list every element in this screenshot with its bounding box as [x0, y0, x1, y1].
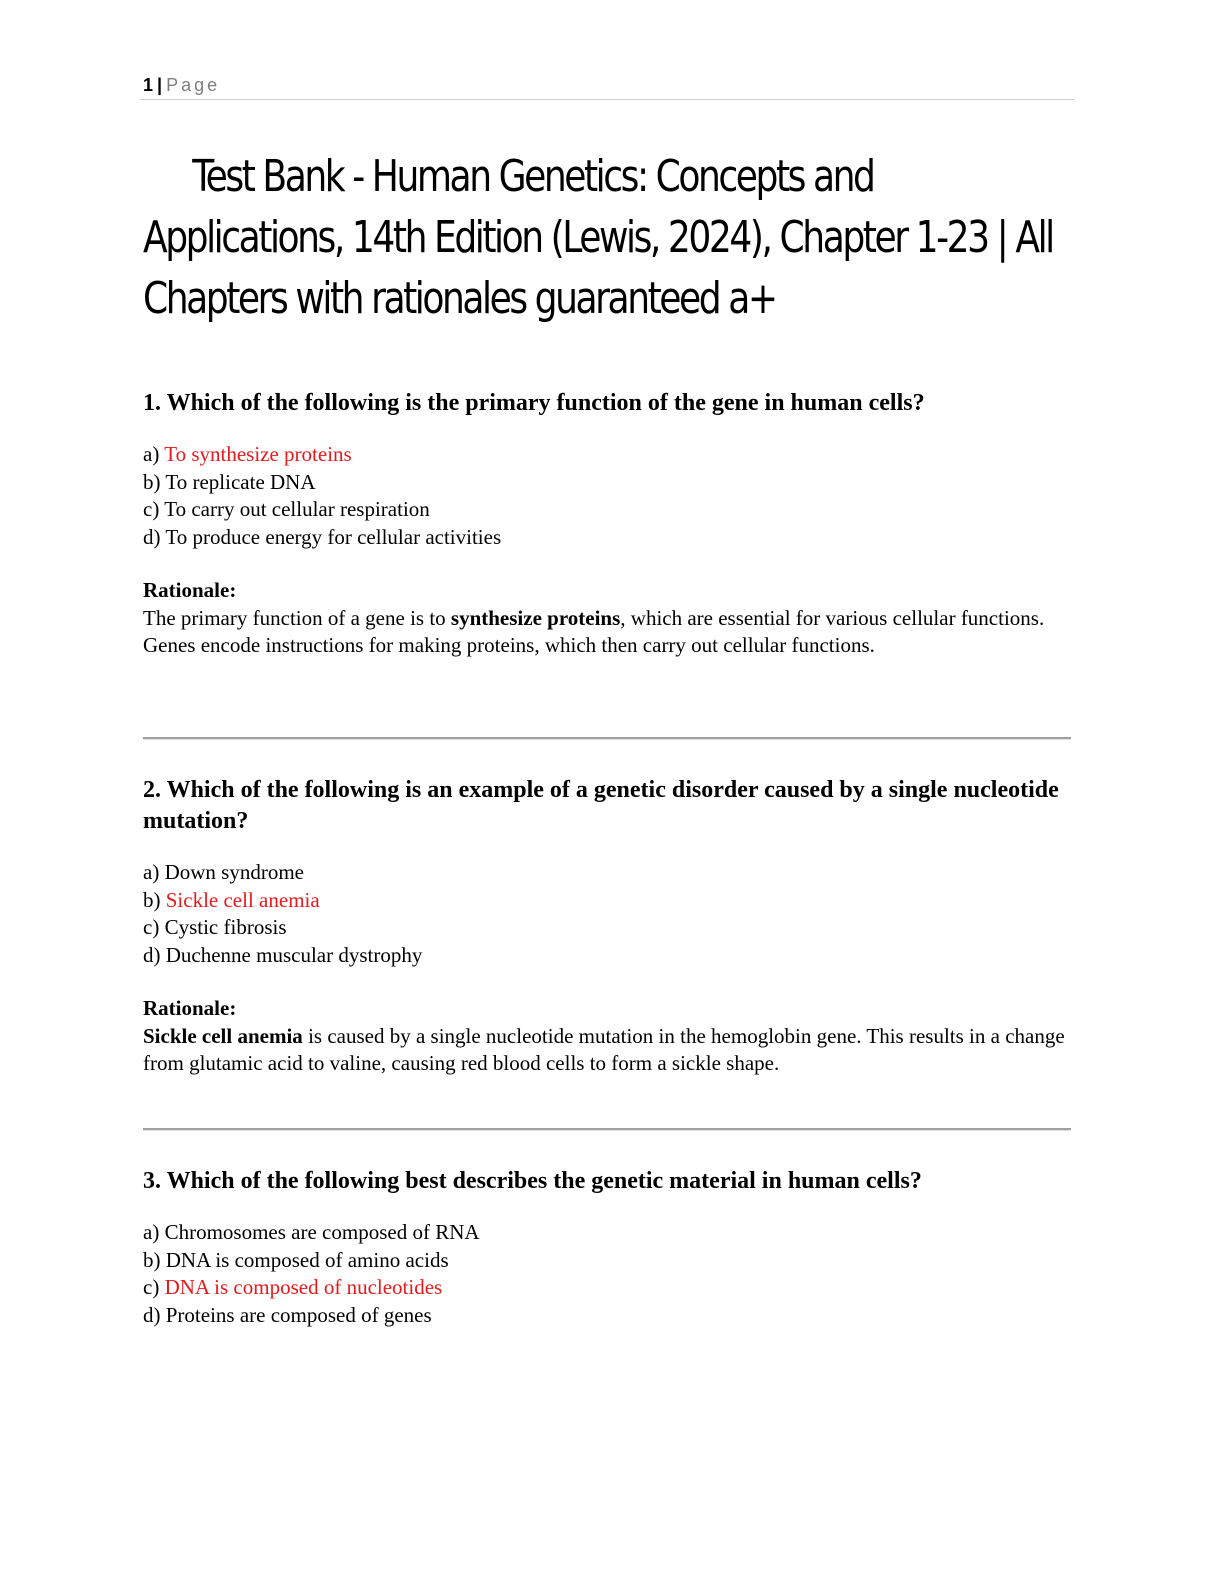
page-number: 1: [143, 75, 154, 95]
option-letter: c): [143, 1275, 160, 1299]
option-letter: a): [143, 860, 160, 884]
question-1: [143, 388, 1078, 660]
question-3: [143, 1166, 1078, 1329]
rationale-text: [143, 1023, 1078, 1078]
rationale-bold: synthesize proteins: [450, 605, 621, 630]
answer-option-a: [143, 441, 1078, 469]
page-header: [143, 74, 1074, 96]
option-letter: b): [143, 1247, 161, 1272]
rationale-label: Rationale:: [143, 996, 237, 1020]
answer-option-c: [143, 1274, 1078, 1302]
document-title-text: Test Bank - Human Genetics: Concepts and Applications, 14th Edition (Lewis, 2024), Chapter 1-23 | All Chapters with rationales guaranteed a+: [143, 151, 1053, 324]
header-rule: [140, 99, 1074, 100]
option-text: Cystic fibrosis: [164, 915, 287, 939]
page-word: Page: [166, 75, 221, 95]
option-text-correct: DNA is composed of nucleotides: [164, 1275, 443, 1299]
option-text: To produce energy for cellular activities: [165, 524, 502, 549]
option-letter: d): [143, 1302, 161, 1327]
option-text: Down syndrome: [164, 860, 304, 884]
option-text: DNA is composed of amino acids: [165, 1247, 449, 1272]
option-text: To replicate DNA: [165, 469, 316, 494]
option-letter: a): [143, 442, 160, 466]
answer-option-d: [143, 1302, 1078, 1330]
answer-option-a: [143, 859, 1078, 887]
answer-option-b: [143, 1247, 1078, 1275]
answer-options: [143, 441, 1078, 551]
option-text-correct: To synthesize proteins: [164, 442, 352, 466]
answer-option-c: [143, 496, 1078, 524]
rationale-post: is caused by a single nucleotide mutation in the hemoglobin gene. This results in a change from glutamic acid to valine, causing red blood cells to form a sickle shape.: [143, 1023, 1065, 1075]
answer-option-b: [143, 887, 1078, 915]
option-text: Chromosomes are composed of RNA: [164, 1220, 480, 1244]
question-2: [143, 775, 1078, 1078]
option-letter: b): [143, 469, 161, 494]
option-letter: a): [143, 1220, 160, 1244]
answer-option-b: [143, 469, 1078, 497]
question-text: 2. Which of the following is an example of a genetic disorder caused by a single nucleotide mutation?: [143, 777, 1059, 834]
option-text: Duchenne muscular dystrophy: [165, 942, 423, 967]
option-letter: c): [143, 497, 160, 521]
question-text: 1. Which of the following is the primary function of the gene in human cells?: [143, 390, 925, 416]
section-divider: [143, 737, 1071, 740]
rationale-text: [143, 605, 1078, 660]
option-letter: b): [143, 887, 161, 912]
answer-options: [143, 1219, 1078, 1329]
page-separator: |: [157, 75, 163, 95]
answer-option-d: [143, 524, 1078, 552]
question-text: 3. Which of the following best describes the genetic material in human cells?: [143, 1168, 922, 1194]
option-text-correct: Sickle cell anemia: [165, 887, 320, 912]
rationale-pre: The primary function of a gene is to: [143, 605, 451, 630]
option-letter: c): [143, 915, 160, 939]
rationale-label: Rationale:: [143, 578, 237, 602]
document-title: [143, 146, 1053, 329]
rationale-bold: Sickle cell anemia: [143, 1023, 303, 1048]
answer-option-c: [143, 914, 1078, 942]
answer-option-a: [143, 1219, 1078, 1247]
section-divider: [143, 1128, 1071, 1131]
option-letter: d): [143, 942, 161, 967]
rationale-post: , which are essential for various cellular functions. Genes encode instructions for making proteins, which then carry out cellular functions.: [143, 605, 1045, 657]
option-text: Proteins are composed of genes: [165, 1302, 432, 1327]
option-letter: d): [143, 524, 161, 549]
answer-options: [143, 859, 1078, 969]
answer-option-d: [143, 942, 1078, 970]
option-text: To carry out cellular respiration: [164, 497, 430, 521]
